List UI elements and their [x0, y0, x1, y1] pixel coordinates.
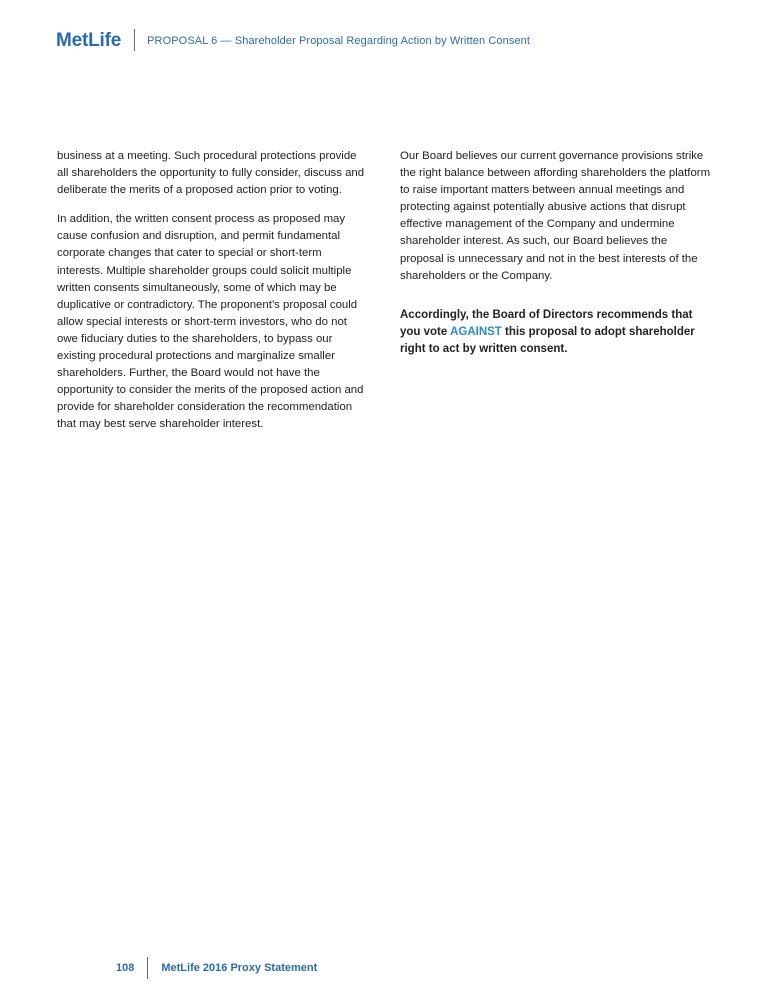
recommendation-text: this proposal to adopt shareholder right to act by written consent.: [400, 325, 695, 355]
metlife-logo: MetLife: [56, 29, 122, 51]
recommendation-vote-against: AGAINST: [450, 325, 502, 338]
left-column: [57, 148, 365, 446]
recommendation-text: Accordingly, the Board of Directors recommends that you vote: [400, 308, 693, 338]
section-title: PROPOSAL 6 — Shareholder Proposal Regarding Action by Written Consent: [147, 35, 531, 47]
paragraph: In addition, the written consent process as proposed may cause confusion and disruption, and permit fundamental corporate changes that cater to special or short-term interests. Multiple shareholder groups could solicit multiple written consents simultaneously, some of which may be duplicative or contradictory. The proponent’s proposal could allow special interests or short-term investors, who do not owe fiduciary duties to the shareholders, to bypass our existing procedural protections and marginalize smaller shareholders. Further, the Board would not have the opportunity to consider the merits of the proposed action and provide for shareholder consideration the recommendation that may best serve shareholder interest.: [57, 213, 364, 431]
right-column: [400, 148, 712, 370]
footer-divider: [147, 957, 148, 979]
page-footer: [116, 956, 317, 980]
paragraph: business at a meeting. Such procedural protections provide all shareholders the opportunity to fully consider, discuss and deliberate the merits of a proposed action prior to voting.: [57, 150, 365, 197]
board-recommendation: [400, 307, 712, 358]
page-number: 108: [116, 962, 135, 974]
page-header: [56, 26, 530, 54]
paragraph: Our Board believes our current governance provisions strike the right balance between affording shareholders the platform to raise important matters between annual meetings and protecting against potentially abusive actions that disrupt effective management of the Company and undermine shareholder interest. As such, our Board believes the proposal is unnecessary and not in the best interests of the shareholders or the Company.: [400, 150, 711, 282]
document-title: MetLife 2016 Proxy Statement: [161, 962, 318, 974]
header-divider: [134, 29, 135, 51]
